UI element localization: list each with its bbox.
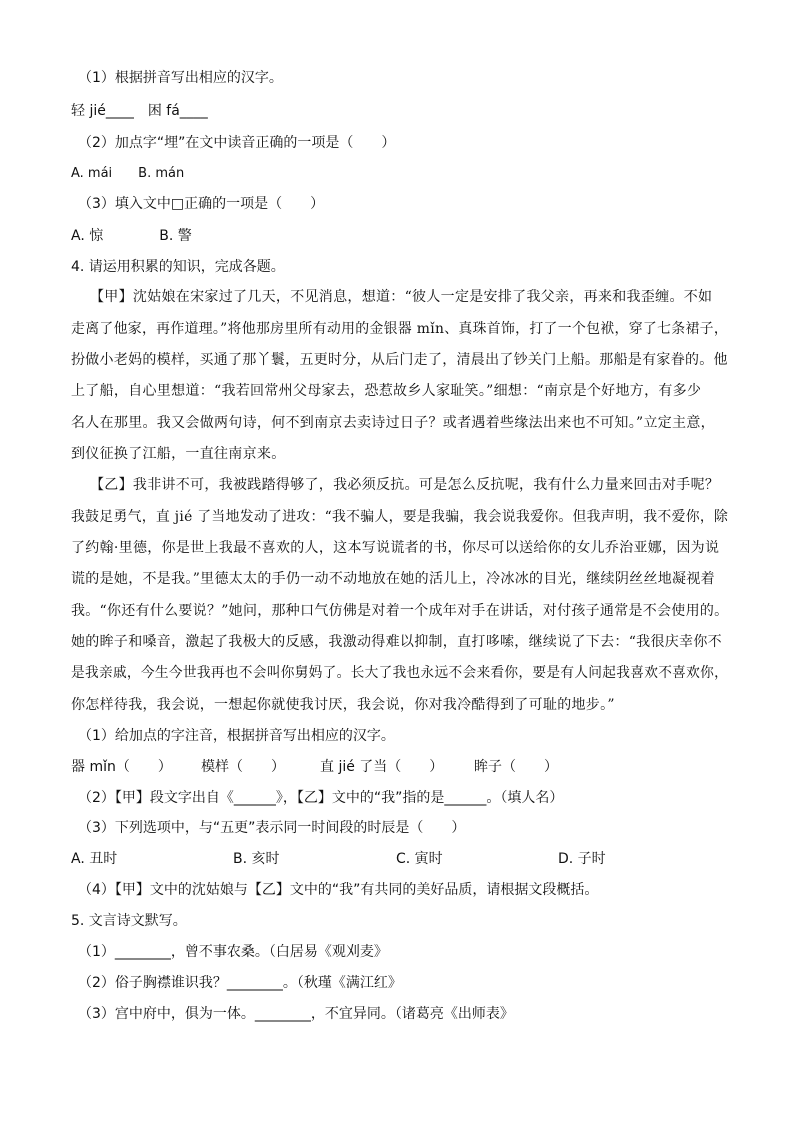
q4-part1-item: 模样（ ） [201,759,285,775]
passage-yi-line: 我。“你还有什么要说？”她问，那种口气仿佛是对着一个成年对手在讲话，对付孩子通常是不会使用的。 [71,603,729,619]
q4-part3-title: （3）下列选项中，与“五更”表示同一时间段的时辰是（ ） [78,820,466,836]
q4-part2: （2）【甲】段文字出自《______》，【乙】文中的“我”指的是______。（填人名） [78,790,564,806]
q4-part1-title: （1）给加点的字注音，根据拼音写出相应的汉字。 [78,728,395,744]
passage-jia-line: 走离了他家，再作道理。”将他那房里所有动用的金银器 mǐn、真珠首饰，打了一个包袱，穿了七条裙子， [71,321,729,337]
q3-part2-title: （2）加点字“埋”在文中读音正确的一项是（ ） [78,135,396,151]
q5-title: 5. 文言诗文默写。 [71,913,187,929]
passage-jia-line: 上了船，自心里想道：“我若回常州父母家去，恐惹故乡人家耻笑。”细想：“南京是个好地方，有多少 [71,383,702,399]
q5-item: （2）俗子胸襟谁识我？________。（秋瑾《满江红》 [78,975,402,991]
q4-part1-item: 直 jié 了当（ ） [320,759,444,775]
passage-jia-line: 到仪征换了江船，一直往南京来。 [71,446,286,462]
passage-yi-line: 了约翰·里德，你是世上我最不喜欢的人，这本写说谎者的书，你尽可以送给你的女儿乔治亚娜，因为说 [71,540,720,556]
passage-yi-line: 你怎样待我，我会说，一想起你就使我讨厌，我会说，你对我冷酷得到了可耻的地步。” [71,697,615,713]
q4-part3-option-b: B. 亥时 [233,851,280,867]
q4-part3-option-c: C. 寅时 [396,851,443,867]
passage-yi-line: 我鼓足勇气，直 jié 了当地发动了进攻：“我不骗人，要是我骗，我会说我爱你。但我声明，我不爱你，除 [71,509,729,525]
passage-yi-line: 谎的是她，不是我。”里德太太的手仍一动不动地放在她的活儿上，冷冰冰的目光，继续阴丝丝地凝视着 [71,571,715,587]
q4-part1-item: 器 mǐn（ ） [71,759,172,775]
q4-part1-item: 眸子（ ） [474,759,558,775]
q5-item: （3）宫中府中，俱为一体。________，不宜异同。（诸葛亮《出师表》 [78,1006,514,1022]
passage-jia-line: 扮做小老妈的模样，买通了那丫鬟，五更时分，从后门走了，清晨出了钞关门上船。那船是有家眷的。他 [71,352,728,368]
passage-jia-line: 名人在那里。我又会做两句诗，何不到南京去卖诗过日子？或者遇着些缘法出来也不可知。”立定主意， [71,415,715,431]
q3-part1-title: （1）根据拼音写出相应的汉字。 [78,70,283,86]
q3-part1-blanks: 轻 jié____ 困 fá____ [71,103,208,119]
passage-yi-line: 是我亲戚，今生今世我再也不会叫你舅妈了。长大了我也永远不会来看你，要是有人问起我喜欢不喜欢你， [71,665,729,681]
q4-part3-option-d: D. 子时 [558,851,606,867]
passage-yi-line: 【乙】我非讲不可，我被践踏得够了，我必须反抗。可是怎么反抗呢，我有什么力量来回击对手呢？ [90,477,720,493]
q4-title: 4. 请运用积累的知识，完成各题。 [71,259,285,275]
passage-jia-line: 【甲】沈姑娘在宋家过了几天，不见消息，想道：“彼人一定是安排了我父亲，再来和我歪缠。不如 [90,289,713,305]
passage-yi-line: 她的眸子和嗓音，激起了我极大的反感，我激动得难以抑制，直打哆嗦，继续说了下去：“我很庆幸你不 [71,634,722,650]
q4-part3-option-a: A. 丑时 [71,851,118,867]
q4-part4: （4）【甲】文中的沈姑娘与【乙】文中的“我”有共同的美好品质，请根据文段概括。 [78,882,599,898]
q3-part3-options: A. 惊 B. 警 [71,228,192,244]
q3-part2-options: A. mái B. mán [71,166,185,181]
q3-part3-title: （3）填入文中□正确的一项是（ ） [78,196,325,212]
q5-item: （1）________，曾不事农桑。（白居易《观刈麦》 [78,944,388,960]
